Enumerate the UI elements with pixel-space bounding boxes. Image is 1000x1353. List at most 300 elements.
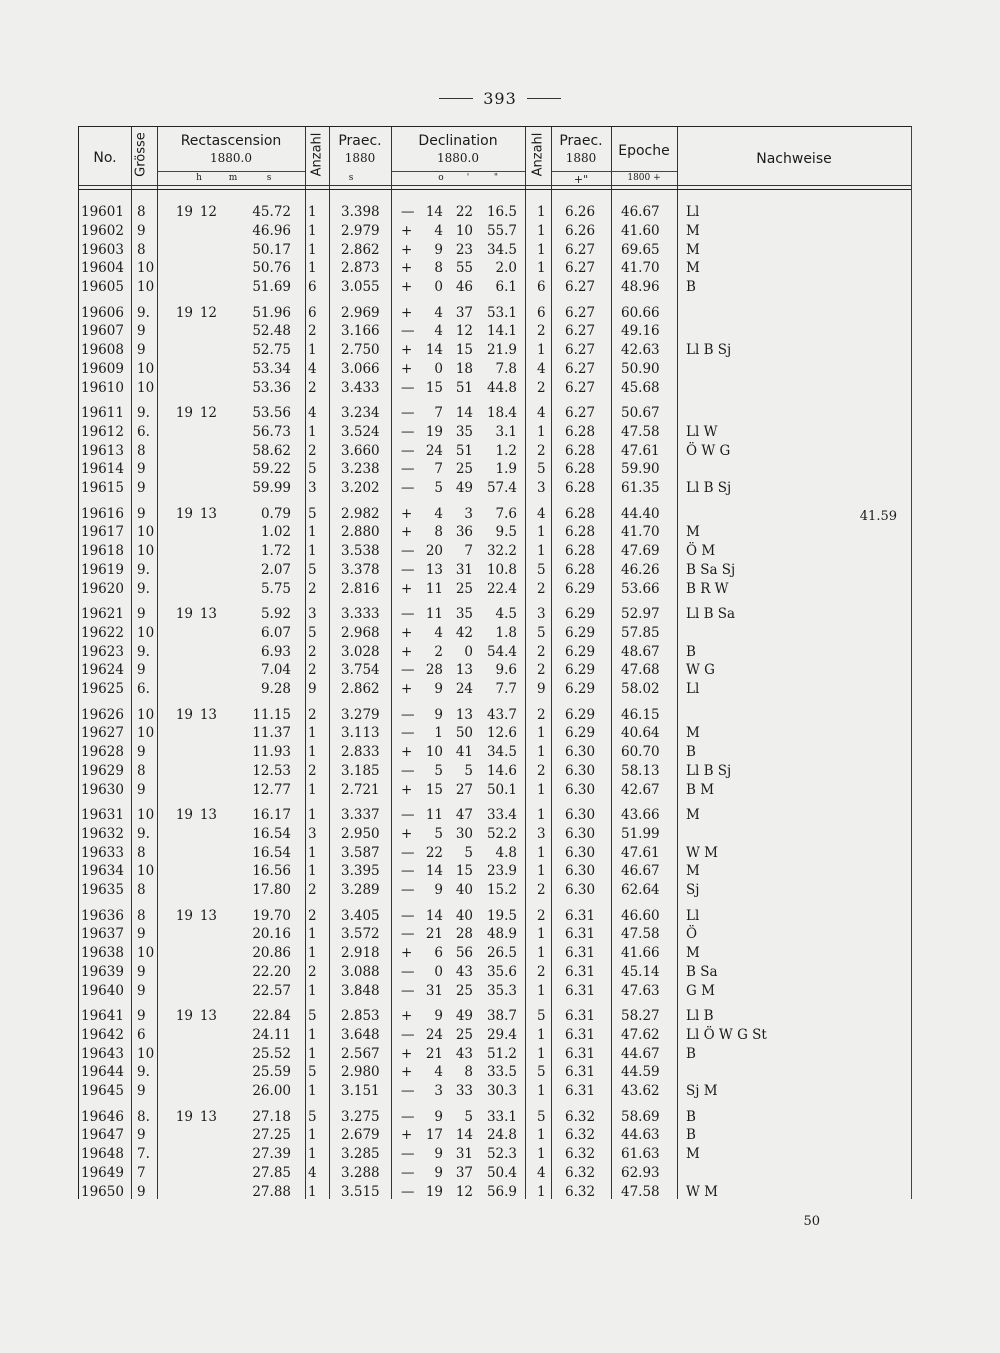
cell-ep: 69.65 xyxy=(621,241,660,258)
cell-ds: 51.2 xyxy=(486,1045,517,1062)
cell-n1: 5 xyxy=(308,505,317,522)
cell-pr: 2.982 xyxy=(341,505,380,522)
cell-no: 19636 xyxy=(81,907,124,924)
cell-ds: 56.9 xyxy=(486,1183,517,1200)
header-praec2-year: 1880 xyxy=(565,151,597,165)
cell-ep: 60.70 xyxy=(621,744,660,761)
cell-pr: 3.433 xyxy=(341,379,380,396)
table-row xyxy=(79,707,911,726)
cell-h: 19 xyxy=(175,706,193,723)
cell-nw: Ll B Sj xyxy=(686,342,732,359)
cell-n2: 1 xyxy=(537,260,546,277)
cell-p2: 6.28 xyxy=(565,505,596,522)
cell-dm: 24 xyxy=(455,681,473,698)
cell-p2: 6.27 xyxy=(565,405,596,421)
cell-ep: 46.67 xyxy=(621,863,660,880)
cell-p2: 6.28 xyxy=(565,543,596,560)
table-row xyxy=(79,945,911,964)
cell-no: 19629 xyxy=(81,762,124,779)
cell-d: 9 xyxy=(434,681,443,698)
cell-gr: 9 xyxy=(137,342,146,359)
cell-sg: + xyxy=(401,342,413,359)
cell-n1: 2 xyxy=(308,580,317,597)
cell-nw: Ö xyxy=(686,926,698,943)
cell-pr: 3.333 xyxy=(341,606,380,622)
cell-p2: 6.27 xyxy=(565,241,596,258)
cell-p2: 6.31 xyxy=(565,1064,596,1081)
cell-pr: 2.721 xyxy=(341,781,380,798)
cell-ds: 10.8 xyxy=(486,561,517,578)
cell-d: 24 xyxy=(425,1026,443,1043)
cell-nw: B xyxy=(686,744,696,761)
cell-sg: + xyxy=(401,945,413,962)
header-nachweise: Nachweise xyxy=(756,151,832,167)
table-row xyxy=(79,342,911,361)
cell-n2: 5 xyxy=(537,624,546,641)
cell-ep: 50.67 xyxy=(621,405,660,421)
cell-ep: 47.61 xyxy=(621,844,660,861)
cell-d: 9 xyxy=(434,1008,443,1024)
cell-s: 53.34 xyxy=(252,360,291,377)
cell-m: 13 xyxy=(199,1108,217,1125)
cell-sg: — xyxy=(401,379,415,396)
table-row xyxy=(79,562,911,581)
cell-n2: 2 xyxy=(537,323,546,340)
cell-d: 9 xyxy=(434,882,443,899)
cell-pr: 3.587 xyxy=(341,844,380,861)
cell-p2: 6.30 xyxy=(565,825,596,842)
cell-ds: 9.5 xyxy=(495,524,517,541)
cell-ds: 15.2 xyxy=(486,882,517,899)
cell-sg: — xyxy=(401,907,415,924)
cell-sg: + xyxy=(401,505,413,522)
cell-m: 12 xyxy=(199,204,217,220)
cell-pr: 3.515 xyxy=(341,1183,380,1200)
cell-ep: 62.64 xyxy=(621,882,660,899)
cell-p2: 6.26 xyxy=(565,204,596,220)
cell-d: 4 xyxy=(434,304,443,321)
cell-p2: 6.28 xyxy=(565,442,596,459)
cell-s: 17.80 xyxy=(252,882,291,899)
cell-d: 21 xyxy=(425,1045,443,1062)
cell-no: 19647 xyxy=(81,1127,124,1144)
cell-s: 16.17 xyxy=(252,807,291,823)
cell-dm: 7 xyxy=(464,543,473,560)
cell-n2: 5 xyxy=(537,461,546,478)
cell-pr: 3.202 xyxy=(341,480,380,497)
catalogue-table xyxy=(78,126,912,1199)
cell-no: 19622 xyxy=(81,624,124,641)
cell-ep: 57.85 xyxy=(621,624,660,641)
cell-p2: 6.27 xyxy=(565,304,596,321)
cell-gr: 9 xyxy=(137,480,146,497)
header-groesse: Grösse xyxy=(133,132,149,177)
cell-nw: Sj M xyxy=(686,1083,718,1100)
cell-n1: 1 xyxy=(308,744,317,761)
cell-ds: 7.8 xyxy=(495,360,517,377)
cell-h: 19 xyxy=(175,405,193,421)
cell-d: 0 xyxy=(434,360,443,377)
cell-dm: 25 xyxy=(455,982,473,999)
cell-sg: — xyxy=(401,543,415,560)
cell-gr: 10 xyxy=(137,725,155,742)
cell-n2: 1 xyxy=(537,423,546,440)
cell-n2: 2 xyxy=(537,442,546,459)
table-row xyxy=(79,581,911,600)
cell-ep: 53.66 xyxy=(621,580,660,597)
cell-s: 6.07 xyxy=(260,624,291,641)
cell-d: 28 xyxy=(425,662,443,679)
cell-s: 50.76 xyxy=(252,260,291,277)
cell-n2: 4 xyxy=(537,1164,546,1181)
cell-s: 9.28 xyxy=(260,681,291,698)
cell-dm: 37 xyxy=(455,1164,473,1181)
cell-ds: 7.6 xyxy=(495,505,517,522)
cell-sg: — xyxy=(401,1083,415,1100)
cell-dm: 14 xyxy=(455,405,473,421)
cell-d: 14 xyxy=(425,204,443,220)
cell-p2: 6.31 xyxy=(565,1083,596,1100)
cell-gr: 8. xyxy=(137,1108,150,1125)
cell-ds: 1.9 xyxy=(495,461,517,478)
cell-ds: 4.8 xyxy=(495,844,517,861)
table-row xyxy=(79,305,911,324)
cell-n2: 1 xyxy=(537,982,546,999)
cell-sg: + xyxy=(401,781,413,798)
cell-ds: 34.5 xyxy=(486,241,517,258)
cell-ep: 50.90 xyxy=(621,360,660,377)
table-row xyxy=(79,863,911,882)
cell-gr: 10 xyxy=(137,945,155,962)
cell-no: 19626 xyxy=(81,706,124,723)
cell-ds: 6.1 xyxy=(495,279,517,296)
cell-d: 10 xyxy=(425,744,443,761)
cell-n1: 3 xyxy=(308,606,317,622)
cell-pr: 3.524 xyxy=(341,423,380,440)
cell-ds: 33.1 xyxy=(486,1108,517,1125)
cell-n1: 2 xyxy=(308,643,317,660)
cell-ds: 4.5 xyxy=(495,606,517,622)
cell-pr: 3.398 xyxy=(341,204,380,220)
cell-ep: 59.90 xyxy=(621,461,660,478)
table-row xyxy=(79,662,911,681)
cell-d: 14 xyxy=(425,907,443,924)
cell-dm: 25 xyxy=(455,461,473,478)
cell-gr: 9 xyxy=(137,926,146,943)
header-ra-s: s xyxy=(266,173,272,183)
cell-ep: 62.93 xyxy=(621,1164,660,1181)
cell-n2: 6 xyxy=(537,279,546,296)
cell-dm: 35 xyxy=(455,423,473,440)
cell-nw: B xyxy=(686,279,696,296)
cell-s: 1.02 xyxy=(260,524,291,541)
cell-gr: 10 xyxy=(137,624,155,641)
table-row xyxy=(79,242,911,261)
cell-no: 19649 xyxy=(81,1164,124,1181)
cell-p2: 6.28 xyxy=(565,524,596,541)
cell-n2: 1 xyxy=(537,744,546,761)
cell-no: 19621 xyxy=(81,606,124,622)
cell-dm: 13 xyxy=(455,706,473,723)
header-praec: Praec. xyxy=(338,133,382,149)
cell-n2: 1 xyxy=(537,725,546,742)
cell-d: 9 xyxy=(434,706,443,723)
cell-sg: — xyxy=(401,405,415,421)
cell-s: 22.20 xyxy=(252,963,291,980)
cell-ds: 9.6 xyxy=(495,662,517,679)
table-row xyxy=(79,926,911,945)
cell-gr: 10 xyxy=(137,260,155,277)
cell-gr: 8 xyxy=(137,844,146,861)
cell-d: 13 xyxy=(425,561,443,578)
cell-d: 17 xyxy=(425,1127,443,1144)
cell-p2: 6.30 xyxy=(565,863,596,880)
cell-sg: — xyxy=(401,1108,415,1125)
cell-n1: 1 xyxy=(308,342,317,359)
cell-n1: 1 xyxy=(308,863,317,880)
cell-h: 19 xyxy=(175,304,193,321)
cell-sg: + xyxy=(401,825,413,842)
cell-s: 46.96 xyxy=(252,222,291,239)
cell-pr: 2.853 xyxy=(341,1008,380,1024)
cell-sg: — xyxy=(401,963,415,980)
cell-sg: — xyxy=(401,926,415,943)
cell-n1: 1 xyxy=(308,204,317,220)
cell-m: 13 xyxy=(199,807,217,823)
header-ra-h: h xyxy=(196,173,202,183)
cell-no: 19628 xyxy=(81,744,124,761)
cell-n2: 5 xyxy=(537,1108,546,1125)
cell-n2: 2 xyxy=(537,580,546,597)
cell-ds: 50.4 xyxy=(486,1164,517,1181)
cell-no: 19642 xyxy=(81,1026,124,1043)
cell-sg: — xyxy=(401,1183,415,1200)
cell-ds: 19.5 xyxy=(486,907,517,924)
table-row xyxy=(79,1109,911,1128)
cell-n2: 2 xyxy=(537,643,546,660)
cell-nw: Ll B Sj xyxy=(686,762,732,779)
footer-number: 50 xyxy=(803,1214,820,1229)
cell-p2: 6.28 xyxy=(565,461,596,478)
cell-s: 2.07 xyxy=(260,561,291,578)
cell-ds: 12.6 xyxy=(486,725,517,742)
header-epoche-unit: 1800 + xyxy=(627,173,661,183)
cell-sg: — xyxy=(401,762,415,779)
cell-ep: 44.63 xyxy=(621,1127,660,1144)
cell-n2: 1 xyxy=(537,524,546,541)
cell-n1: 4 xyxy=(308,405,317,421)
cell-p2: 6.31 xyxy=(565,963,596,980)
cell-dm: 15 xyxy=(455,863,473,880)
cell-gr: 9 xyxy=(137,982,146,999)
cell-n1: 5 xyxy=(308,624,317,641)
cell-sg: + xyxy=(401,681,413,698)
cell-gr: 9 xyxy=(137,963,146,980)
cell-gr: 9 xyxy=(137,1083,146,1100)
cell-pr: 3.848 xyxy=(341,982,380,999)
cell-n2: 1 xyxy=(537,781,546,798)
cell-pr: 3.166 xyxy=(341,323,380,340)
cell-p2: 6.27 xyxy=(565,342,596,359)
cell-n2: 5 xyxy=(537,561,546,578)
cell-pr: 2.968 xyxy=(341,624,380,641)
cell-pr: 3.088 xyxy=(341,963,380,980)
margin-value: 41.59 xyxy=(859,509,897,524)
cell-n2: 1 xyxy=(537,1045,546,1062)
cell-n1: 1 xyxy=(308,524,317,541)
cell-gr: 9 xyxy=(137,1183,146,1200)
cell-gr: 9 xyxy=(137,461,146,478)
cell-dm: 56 xyxy=(455,945,473,962)
cell-ep: 41.70 xyxy=(621,260,660,277)
cell-gr: 8 xyxy=(137,204,146,220)
cell-p2: 6.27 xyxy=(565,360,596,377)
cell-n1: 2 xyxy=(308,379,317,396)
dash-left xyxy=(439,98,473,99)
cell-dm: 3 xyxy=(464,505,473,522)
table-row xyxy=(79,506,911,525)
cell-gr: 10 xyxy=(137,524,155,541)
cell-no: 19611 xyxy=(81,405,124,421)
cell-ep: 52.97 xyxy=(621,606,660,622)
cell-pr: 3.288 xyxy=(341,1164,380,1181)
cell-no: 19607 xyxy=(81,323,124,340)
cell-p2: 6.31 xyxy=(565,926,596,943)
cell-n2: 4 xyxy=(537,505,546,522)
cell-ep: 47.63 xyxy=(621,982,660,999)
cell-pr: 2.679 xyxy=(341,1127,380,1144)
cell-n1: 1 xyxy=(308,945,317,962)
cell-n2: 9 xyxy=(537,681,546,698)
cell-n1: 2 xyxy=(308,963,317,980)
cell-nw: M xyxy=(686,222,700,239)
cell-sg: — xyxy=(401,844,415,861)
cell-p2: 6.29 xyxy=(565,681,596,698)
cell-n2: 2 xyxy=(537,963,546,980)
cell-s: 16.54 xyxy=(252,825,291,842)
cell-gr: 9. xyxy=(137,561,150,578)
cell-ds: 33.4 xyxy=(486,807,517,823)
cell-nw: B M xyxy=(686,781,715,798)
cell-sg: + xyxy=(401,580,413,597)
cell-pr: 2.862 xyxy=(341,681,380,698)
cell-s: 1.72 xyxy=(260,543,291,560)
cell-sg: + xyxy=(401,304,413,321)
cell-ep: 47.62 xyxy=(621,1026,660,1043)
cell-ep: 46.15 xyxy=(621,706,660,723)
header-decl-deg: o xyxy=(438,173,444,183)
cell-sg: — xyxy=(401,1026,415,1043)
cell-n1: 6 xyxy=(308,279,317,296)
cell-d: 9 xyxy=(434,1108,443,1125)
cell-no: 19610 xyxy=(81,379,124,396)
cell-dm: 5 xyxy=(464,844,473,861)
cell-nw: Ll B xyxy=(686,1008,714,1024)
header-no: No. xyxy=(93,150,117,166)
cell-n2: 1 xyxy=(537,543,546,560)
cell-pr: 3.289 xyxy=(341,882,380,899)
table-row xyxy=(79,983,911,1002)
table-row xyxy=(79,644,911,663)
cell-nw: M xyxy=(686,807,700,823)
cell-pr: 3.660 xyxy=(341,442,380,459)
cell-p2: 6.27 xyxy=(565,260,596,277)
cell-dm: 10 xyxy=(455,222,473,239)
cell-dm: 33 xyxy=(455,1083,473,1100)
cell-gr: 6 xyxy=(137,1026,146,1043)
cell-gr: 7 xyxy=(137,1164,146,1181)
cell-ds: 32.2 xyxy=(486,543,517,560)
cell-n1: 1 xyxy=(308,1026,317,1043)
cell-ep: 47.68 xyxy=(621,662,660,679)
table-row xyxy=(79,744,911,763)
cell-ds: 35.3 xyxy=(486,982,517,999)
cell-d: 3 xyxy=(434,1083,443,1100)
cell-no: 19625 xyxy=(81,681,124,698)
cell-ep: 58.02 xyxy=(621,681,660,698)
cell-dm: 43 xyxy=(455,1045,473,1062)
cell-gr: 10 xyxy=(137,863,155,880)
cell-ds: 18.4 xyxy=(486,405,517,421)
cell-s: 59.99 xyxy=(252,480,291,497)
cell-no: 19623 xyxy=(81,643,124,660)
cell-ep: 47.61 xyxy=(621,442,660,459)
cell-m: 13 xyxy=(199,505,217,522)
header-rule xyxy=(79,185,911,186)
cell-m: 12 xyxy=(199,405,217,421)
table-row xyxy=(79,405,911,424)
cell-pr: 2.969 xyxy=(341,304,380,321)
cell-h: 19 xyxy=(175,1008,193,1024)
cell-nw: M xyxy=(686,945,700,962)
cell-s: 24.11 xyxy=(252,1026,291,1043)
cell-p2: 6.28 xyxy=(565,561,596,578)
cell-gr: 9. xyxy=(137,304,150,321)
cell-gr: 8 xyxy=(137,882,146,899)
cell-d: 8 xyxy=(434,260,443,277)
cell-n2: 2 xyxy=(537,882,546,899)
cell-n2: 5 xyxy=(537,1064,546,1081)
cell-no: 19613 xyxy=(81,442,124,459)
cell-nw: Ll B Sa xyxy=(686,606,736,622)
cell-no: 19617 xyxy=(81,524,124,541)
cell-pr: 2.979 xyxy=(341,222,380,239)
header-decl-sec: " xyxy=(493,173,499,183)
cell-dm: 55 xyxy=(455,260,473,277)
cell-dm: 49 xyxy=(455,1008,473,1024)
cell-pr: 3.066 xyxy=(341,360,380,377)
cell-d: 7 xyxy=(434,405,443,421)
table-row xyxy=(79,964,911,983)
cell-gr: 10 xyxy=(137,360,155,377)
cell-sg: — xyxy=(401,706,415,723)
cell-s: 19.70 xyxy=(252,907,291,924)
cell-dm: 36 xyxy=(455,524,473,541)
cell-s: 11.15 xyxy=(252,706,291,723)
cell-nw: Ll B Sj xyxy=(686,480,732,497)
cell-pr: 3.405 xyxy=(341,907,380,924)
cell-dm: 50 xyxy=(455,725,473,742)
cell-s: 59.22 xyxy=(252,461,291,478)
cell-sg: — xyxy=(401,863,415,880)
cell-s: 11.37 xyxy=(252,725,291,742)
cell-gr: 10 xyxy=(137,279,155,296)
cell-gr: 10 xyxy=(137,543,155,560)
cell-p2: 6.27 xyxy=(565,379,596,396)
cell-dm: 37 xyxy=(455,304,473,321)
cell-no: 19616 xyxy=(81,505,124,522)
cell-ep: 47.69 xyxy=(621,543,660,560)
